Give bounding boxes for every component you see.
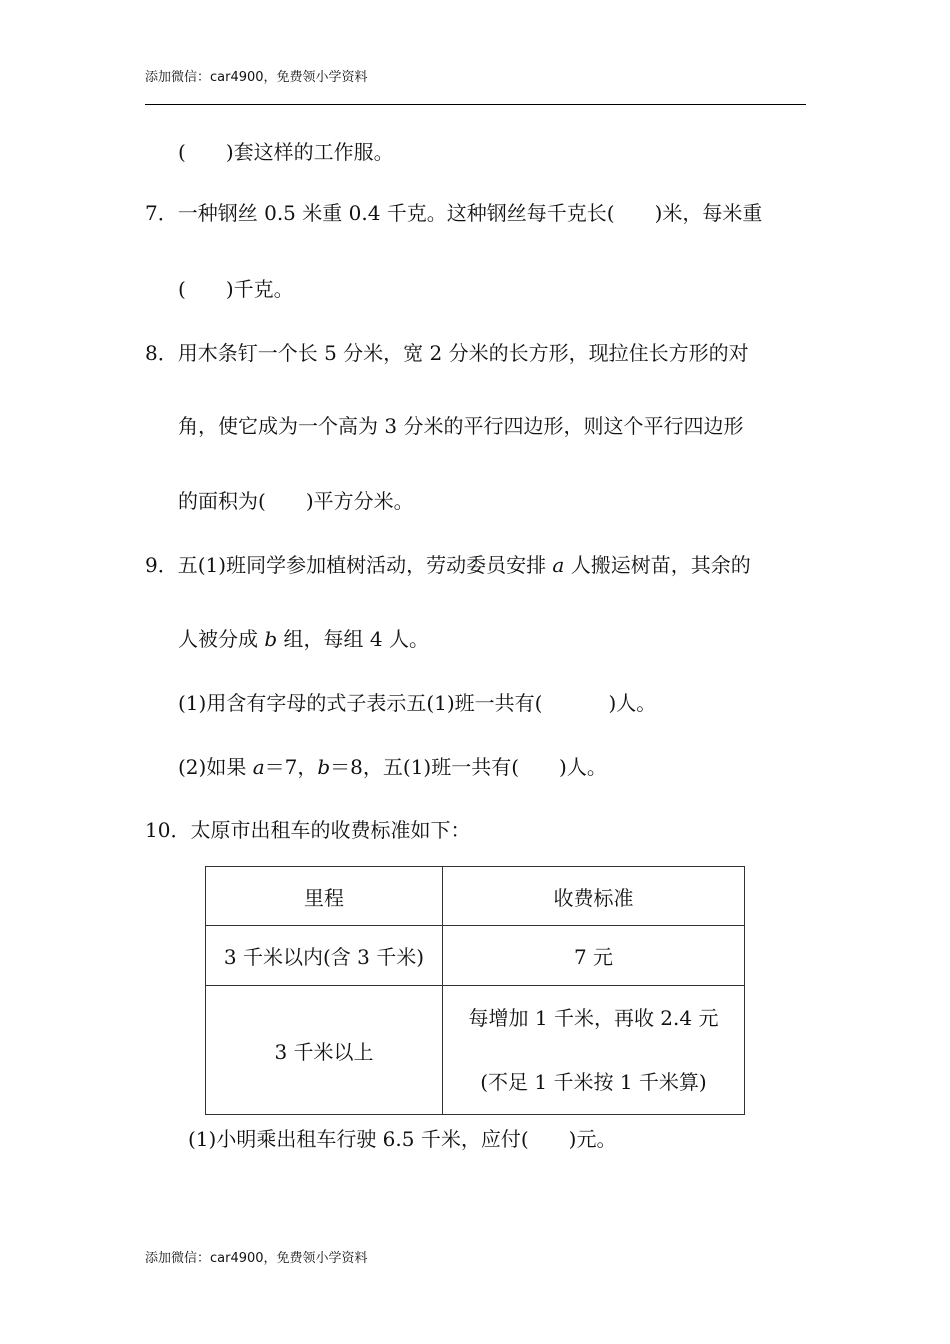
q10-number: 10． — [145, 818, 191, 842]
q9-number: 9． — [145, 553, 178, 577]
variable-b: b — [264, 627, 278, 651]
q8-number: 8． — [145, 341, 178, 365]
q10-sub1 — [188, 1125, 616, 1153]
q8-text-3a: 的面积为( — [178, 489, 266, 513]
q8-line3 — [178, 487, 414, 515]
page-header: 添加微信：car4900，免费领小学资料 — [145, 70, 368, 85]
fee-line-2: (不足 1 千米按 1 千米算) — [480, 1070, 707, 1094]
q7-line1 — [145, 199, 806, 227]
q10-intro-text: 太原市出租车的收费标准如下： — [190, 818, 471, 842]
fee-table — [205, 866, 745, 1115]
q10-sub1-text-a: (1)小明乘出租车行驶 6.5 千米，应付( — [188, 1127, 529, 1151]
q7-line2 — [178, 275, 294, 303]
table-cell — [443, 986, 745, 1115]
q9-sub2-text-b: ＝7， — [264, 755, 318, 779]
q8-line1 — [145, 339, 749, 367]
q9-text-1b: 人搬运树苗，其余的 — [564, 553, 751, 577]
q6-open-paren: ( — [178, 140, 186, 164]
header-rule — [145, 104, 806, 105]
q9-text-1a: 五(1)班同学参加植树活动，劳动委员安排 — [177, 553, 553, 577]
q10-intro — [145, 816, 470, 844]
q10-sub1-text-b: )元。 — [568, 1127, 617, 1151]
table-cell: 3 千米以内(含 3 千米) — [206, 926, 443, 986]
q9-line1 — [145, 551, 751, 579]
q9-sub1-text-b: )人。 — [608, 691, 657, 715]
q9-sub2 — [178, 753, 607, 781]
q6-continuation — [178, 138, 394, 166]
q7-number: 7． — [145, 201, 178, 225]
q7-text-b: )米，每米重 — [654, 201, 763, 225]
q9-sub1-text-a: (1)用含有字母的式子表示五(1)班一共有( — [178, 691, 543, 715]
table-header-cell: 收费标准 — [443, 867, 745, 926]
table-row — [206, 986, 745, 1115]
variable-a: a — [252, 755, 265, 779]
q9-line2 — [178, 625, 429, 653]
variable-a: a — [552, 553, 565, 577]
q8-text-1: 用木条钉一个长 5 分米，宽 2 分米的长方形，现拉住长方形的对 — [177, 341, 749, 365]
q8-text-3b: )平方分米。 — [305, 489, 414, 513]
q9-sub2-text-c: ＝8，五(1)班一共有( — [330, 755, 520, 779]
page-footer: 添加微信：car4900，免费领小学资料 — [145, 1251, 368, 1266]
q7-open-paren: ( — [178, 277, 186, 301]
q8-line2 — [178, 412, 743, 440]
table-cell: 3 千米以上 — [206, 986, 443, 1115]
fee-line-1: 每增加 1 千米，再收 2.4 元 — [468, 1006, 719, 1030]
q9-text-2a: 人被分成 — [178, 627, 265, 651]
table-cell: 7 元 — [443, 926, 745, 986]
q7-text-c: )千克。 — [225, 277, 294, 301]
q9-sub1 — [178, 689, 656, 717]
q9-sub2-text-a: (2)如果 — [178, 755, 253, 779]
table-header-cell: 里程 — [206, 867, 443, 926]
q9-sub2-text-d: )人。 — [559, 755, 607, 779]
table-row — [206, 926, 745, 986]
q7-text-a: 一种钢丝 0.5 米重 0.4 千克。这种钢丝每千克长( — [177, 201, 615, 225]
variable-b: b — [317, 755, 331, 779]
table-header-row — [206, 867, 745, 926]
q9-text-2b: 组，每组 4 人。 — [277, 627, 429, 651]
q8-text-2: 角，使它成为一个高为 3 分米的平行四边形，则这个平行四边形 — [178, 414, 744, 438]
q6-text: )套这样的工作服。 — [225, 140, 394, 164]
